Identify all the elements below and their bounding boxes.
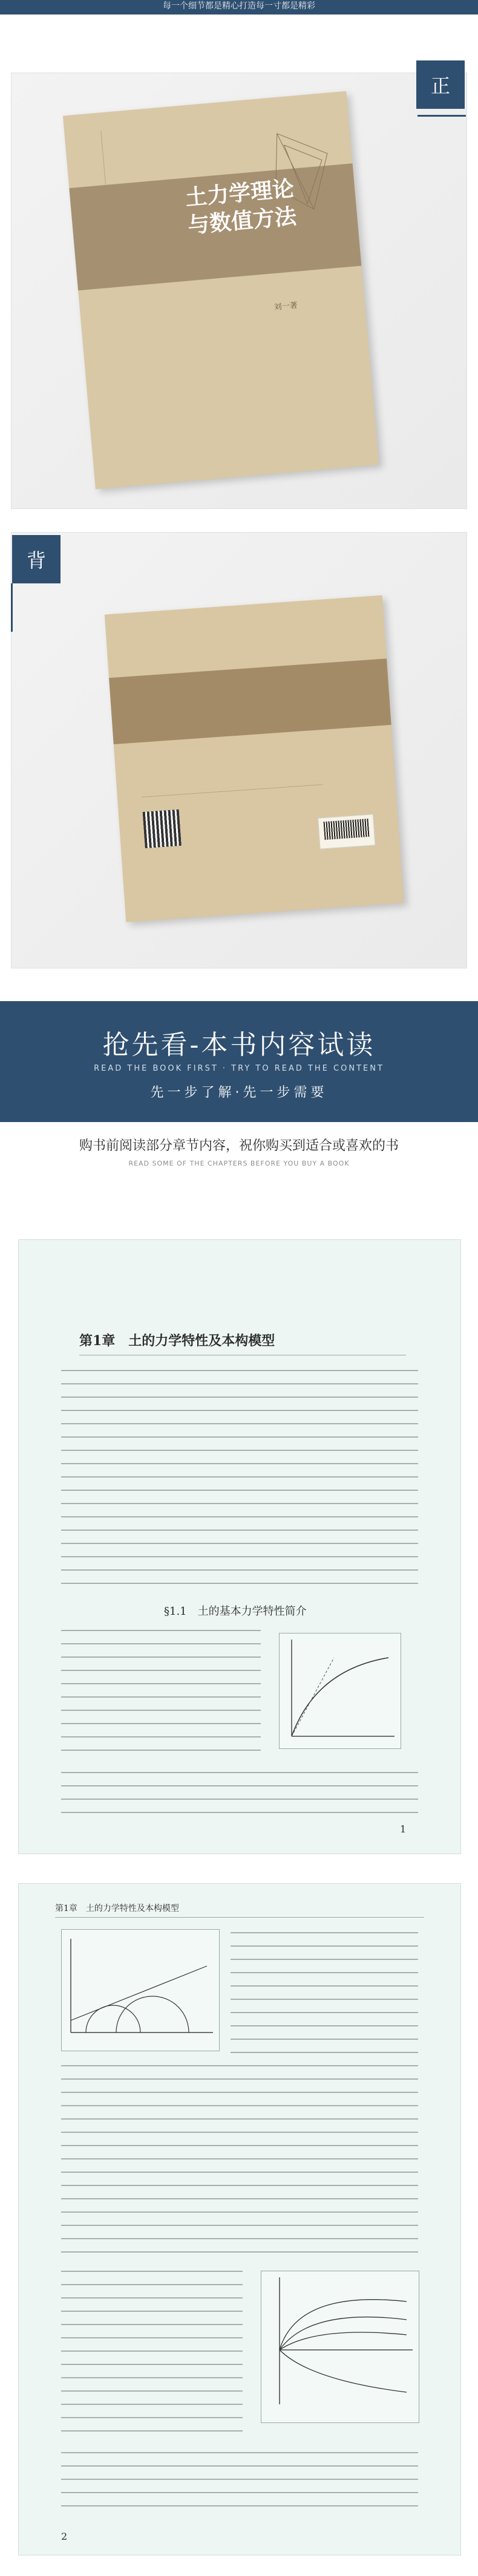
- book-back-cover: [105, 595, 404, 923]
- intro-title: 购书前阅读部分章节内容，祝你购买到适合或喜欢的书: [79, 1138, 399, 1153]
- stress-strain-curve: [280, 1634, 401, 1748]
- triaxial-figure: [261, 2271, 419, 2423]
- qr-code-image: [143, 809, 182, 848]
- triaxial-curves: [261, 2271, 419, 2422]
- stress-strain-figure: [279, 1633, 401, 1749]
- sample-page-2: [18, 1883, 461, 2555]
- page1-body-text: [61, 1370, 418, 1588]
- chapter-title: 第1章 土的力学特性及本构模型: [79, 1333, 275, 1349]
- page2-header: 第1章 土的力学特性及本构模型: [55, 1904, 179, 1913]
- back-tag: 背: [12, 535, 61, 583]
- top-strip: [0, 0, 478, 15]
- page2-body-text-4: [61, 2452, 418, 2519]
- book-title-line1: 土力学理论: [184, 175, 295, 211]
- page2-body-text-1: [231, 1932, 418, 2053]
- back-tag-line: [11, 583, 13, 632]
- intro-subtitle: READ SOME OF THE CHAPTERS BEFORE YOU BUY A BOOK: [128, 1160, 350, 1167]
- book-author: 刘一著: [273, 301, 298, 313]
- barcode-label: [318, 814, 375, 849]
- mohr-circle-figure: [61, 1929, 220, 2051]
- page2-body-text-2: [61, 2065, 418, 2259]
- preview-banner: [0, 1001, 478, 1122]
- page1-number: 1: [400, 1823, 407, 1835]
- top-strip-text: 每一个细节都是精心打造每一寸都是精彩: [163, 1, 315, 11]
- front-tag-line: [417, 115, 466, 117]
- sample-page-1: [18, 1239, 461, 1854]
- page1-body-text-3: [61, 1772, 418, 1814]
- book-title-line2: 与数值方法: [186, 203, 298, 239]
- page1-body-text-2: [61, 1630, 261, 1763]
- page2-header-rule: [55, 1917, 424, 1918]
- back-cover-band: [109, 658, 391, 744]
- banner-step-text: 先一步了解·先一步需要: [150, 1085, 328, 1100]
- back-cover-text-lines: [142, 781, 323, 797]
- barcode-bars: [324, 819, 370, 840]
- book-title: [184, 174, 309, 239]
- mohr-circles: [62, 1930, 219, 2051]
- page2-number: 2: [61, 2531, 68, 2542]
- book-front-cover: [63, 91, 379, 490]
- banner-subtitle: READ THE BOOK FIRST · TRY TO READ THE CONTENT: [94, 1064, 384, 1073]
- page2-body-text-3: [61, 2271, 243, 2440]
- cover-decoration-lines: [100, 123, 190, 185]
- banner-title: 抢先看-本书内容试读: [102, 1030, 376, 1060]
- section-title: §1.1 土的基本力学特性简介: [164, 1605, 307, 1618]
- front-tag: 正: [416, 60, 465, 109]
